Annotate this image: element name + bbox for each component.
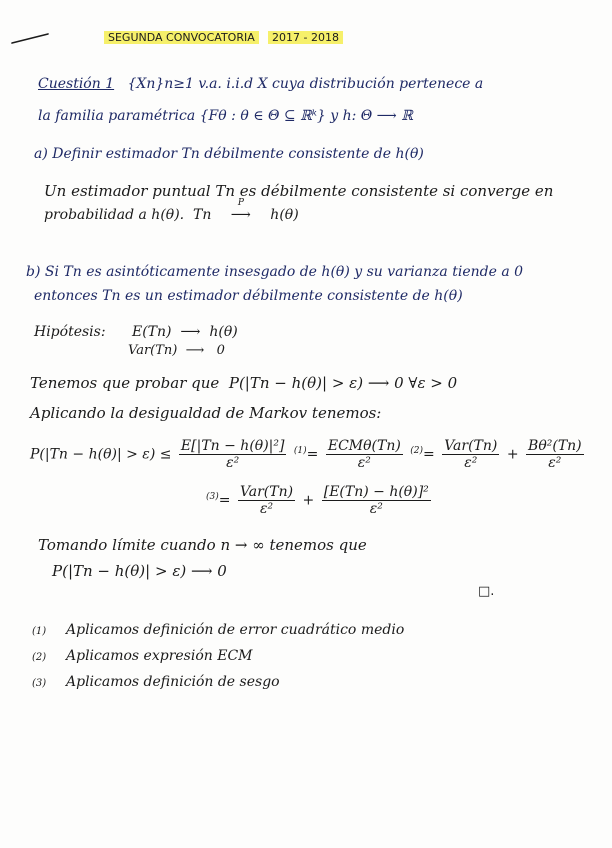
goal-statement: Tenemos que probar que P(|Tn − h(θ)| > ε) ⟶ 0 ∀ε > 0 xyxy=(30,374,458,392)
note-2: (2) Aplicamos expresión ECM xyxy=(32,648,253,664)
header-years: 2017 - 2018 xyxy=(268,31,343,44)
question-line-2: la familia paramétrica {Fθ : θ ∈ Θ ⊆ ℝᵏ} y h: Θ ⟶ ℝ xyxy=(38,108,413,124)
markov-statement: Aplicando la desigualdad de Markov tenemos: xyxy=(30,404,382,422)
part-b-prompt-2: entonces Tn es un estimador débilmente consistente de h(θ) xyxy=(34,288,463,304)
qed-symbol: □. xyxy=(478,584,495,599)
note-3: (3) Aplicamos definición de sesgo xyxy=(32,674,280,690)
part-a-answer-2: probabilidad a h(θ). Tn P ⟶ h(θ) xyxy=(44,198,299,223)
part-a-prompt: a) Definir estimador Tn débilmente consistente de h(θ) xyxy=(34,146,424,162)
inequality-line-2: $^{(3)}$= $\frac{\text{Var(Tn)}}{\text{ε²}}$ + $\frac{\text{[E(Tn) − h(θ)]²}}{\text{ε²}}$ xyxy=(206,484,429,517)
note-1: (1) Aplicamos definición de error cuadrático medio xyxy=(32,622,405,638)
hypothesis-2: Var(Tn) ⟶ 0 xyxy=(128,343,225,358)
question-label: Cuestión 1 xyxy=(38,76,115,92)
limit-expression: P(|Tn − h(θ)| > ε) ⟶ 0 xyxy=(52,562,227,580)
part-a-answer-1: Un estimador puntual Tn es débilmente consistente si converge en xyxy=(44,182,554,200)
inequality-line-1: P(|Tn − h(θ)| > ε) ≤ $\frac{\text{E[|Tn − h(θ)|²]}}{\text{ε²}}$ $^{(1)}$= $\frac{\text{ECMθ(Tn)}}{\text{ε²}}$ $^{(2)}$= $\frac{\text{Var(Tn)}}{\text{ε²}}$ + $\frac{\text{Bθ²(Tn)}}{\text{ε²}}$ xyxy=(30,438,582,471)
convergence-p-label: P xyxy=(237,198,244,208)
limit-statement: Tomando límite cuando n → ∞ tenemos que xyxy=(38,536,367,554)
part-b-prompt-1: b) Si Tn es asintóticamente insesgado de h(θ) y su varianza tiende a 0 xyxy=(26,264,524,280)
decorative-stroke xyxy=(10,30,52,46)
hypothesis-1: E(Tn) ⟶ h(θ) xyxy=(132,324,238,340)
hypothesis-label: Hipótesis: xyxy=(34,324,106,340)
question-line-1 xyxy=(38,76,483,92)
question-text-1: {Xn}n≥1 v.a. i.i.d X cuya distribución pertenece a xyxy=(127,76,484,92)
header-title: SEGUNDA CONVOCATORIA xyxy=(104,31,259,44)
